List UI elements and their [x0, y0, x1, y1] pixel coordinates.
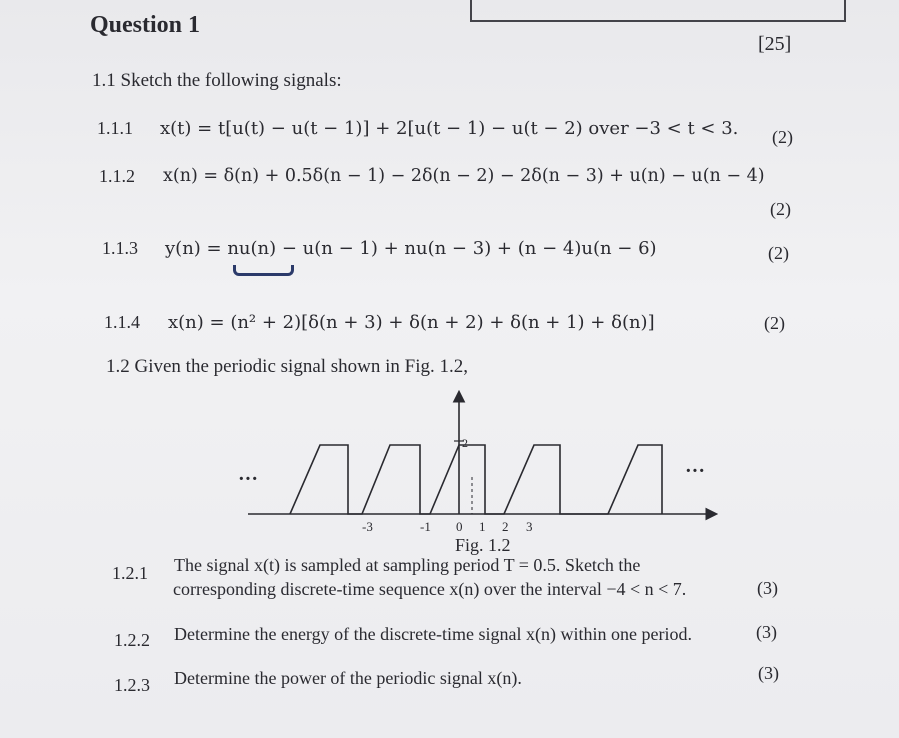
header-frame-left: [0, 0, 472, 14]
item-number: 1.1.3: [102, 238, 138, 258]
x-tick-label: 2: [502, 519, 509, 534]
item-expression: y(n) = nu(n) − u(n − 1) + nu(n − 3) + (n − 4)u(n − 6): [165, 238, 657, 259]
x-tick-label: -1: [420, 519, 431, 534]
item-number: 1.2.2: [114, 630, 150, 650]
figure-1-2: [230, 385, 730, 545]
item-number: 1.2.3: [114, 675, 150, 695]
item-text-line2: corresponding discrete-time sequence x(n) over the interval −4 < n < 7.: [173, 579, 687, 599]
item-number: 1.1.2: [99, 166, 135, 186]
total-marks: [25]: [758, 33, 792, 55]
section-1-1-heading: 1.1 Sketch the following signals:: [92, 70, 342, 91]
ellipsis-left: ···: [238, 468, 259, 490]
ellipsis-right: ···: [685, 460, 706, 482]
item-expression: x(t) = t[u(t) − u(t − 1)] + 2[u(t − 1) − u(t − 2) over −3 < t < 3.: [160, 118, 739, 139]
header-frame-right: [470, 0, 846, 22]
item-expression: x(n) = δ(n) + 0.5δ(n − 1) − 2δ(n − 2) − 2δ(n − 3) + u(n) − u(n − 4): [163, 166, 765, 186]
item-marks: (2): [770, 199, 791, 219]
handwritten-underline: [233, 265, 294, 276]
item-marks: (3): [758, 663, 779, 683]
item-marks: (3): [756, 622, 777, 642]
item-number: 1.1.1: [97, 118, 133, 138]
item-number: 1.1.4: [104, 312, 140, 332]
section-1-2-heading: 1.2 Given the periodic signal shown in Fig. 1.2,: [106, 356, 469, 377]
item-marks: (3): [757, 578, 778, 598]
item-expression: x(n) = (n² + 2)[δ(n + 3) + δ(n + 2) + δ(n + 1) + δ(n)]: [168, 312, 655, 333]
item-marks: (2): [772, 127, 793, 147]
question-title: Question 1: [90, 12, 201, 38]
signal-waveform: [290, 445, 662, 514]
x-tick-label: 0: [456, 519, 463, 534]
x-tick-label: 1: [479, 519, 486, 534]
figure-caption: Fig. 1.2: [455, 535, 511, 555]
x-tick-label: 3: [526, 519, 533, 534]
item-marks: (2): [768, 243, 789, 263]
item-marks: (2): [764, 313, 785, 333]
x-tick-label: -3: [362, 519, 373, 534]
item-number: 1.2.1: [112, 563, 148, 583]
item-text-line1: Determine the power of the periodic signal x(n).: [174, 668, 522, 688]
item-text-line1: Determine the energy of the discrete-time signal x(n) within one period.: [174, 624, 693, 644]
item-text-line1: The signal x(t) is sampled at sampling period T = 0.5. Sketch the: [174, 555, 641, 575]
y-tick-label: 2: [462, 436, 468, 450]
